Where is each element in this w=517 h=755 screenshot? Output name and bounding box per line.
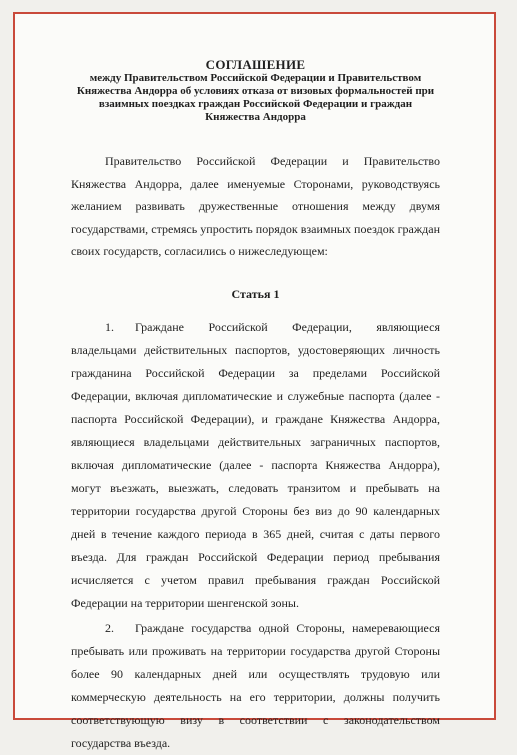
clause-paragraph — [71, 316, 440, 615]
subtitle-line: между Правительством Российской Федерации и Правительством — [89, 72, 422, 84]
clause-text: Граждане государства одной Стороны, намеревающиеся пребывать или проживать на территории государства другой Стороны более 90 календарных дней или осуществлять трудовую или коммерческую деятельность на его территории, должны получить соответствующую визу в соответствии с законодательством государства въезда. — [71, 620, 440, 750]
document-title: СОГЛАШЕНИЕ — [205, 57, 306, 72]
document-subtitle — [71, 72, 440, 124]
clause-number: 1. — [105, 319, 114, 334]
document-page — [13, 12, 496, 750]
document-content — [71, 57, 440, 755]
article-heading: Статья 1 — [231, 286, 280, 301]
subtitle-line: взаимных поездках граждан Российской Федерации и граждан — [98, 98, 413, 110]
preamble-paragraph: Правительство Российской Федерации и Правительство Княжества Андорра, далее именуемые Сторонами, руководствуясь желанием развивать дружественные отношения между двумя государствами, стремясь упростить порядок взаимных поездок граждан своих государств, согласились о нижеследующем: — [71, 154, 440, 258]
clause-number: 2. — [105, 620, 114, 635]
subtitle-line: Княжества Андорра — [205, 111, 306, 123]
clause-paragraph — [71, 617, 440, 755]
clause-text: Граждане Российской Федерации, являющиеся владельцами действительных паспортов, удостоверяющих личность гражданина Российской Федерации за пределами Российской Федерации, включая дипломатические и служебные паспорта (далее - паспорта Российской Федерации), и граждане Княжества Андорра, являющиеся владельцами действительных заграничных паспортов, включая дипломатические (далее - паспорта Княжества Андорра), могут въезжать, выезжать, следовать транзитом и пребывать на территории государства другой Стороны без виз до 90 календарных дней в течение каждого периода в 365 дней, считая с даты первого въезда. Для граждан Российской Федерации период пребывания исчисляется с учетом правил пребывания граждан Российской Федерации на территории шенгенской зоны. — [71, 319, 440, 610]
subtitle-line: Княжества Андорра об условиях отказа от визовых формальностей при — [76, 85, 435, 97]
